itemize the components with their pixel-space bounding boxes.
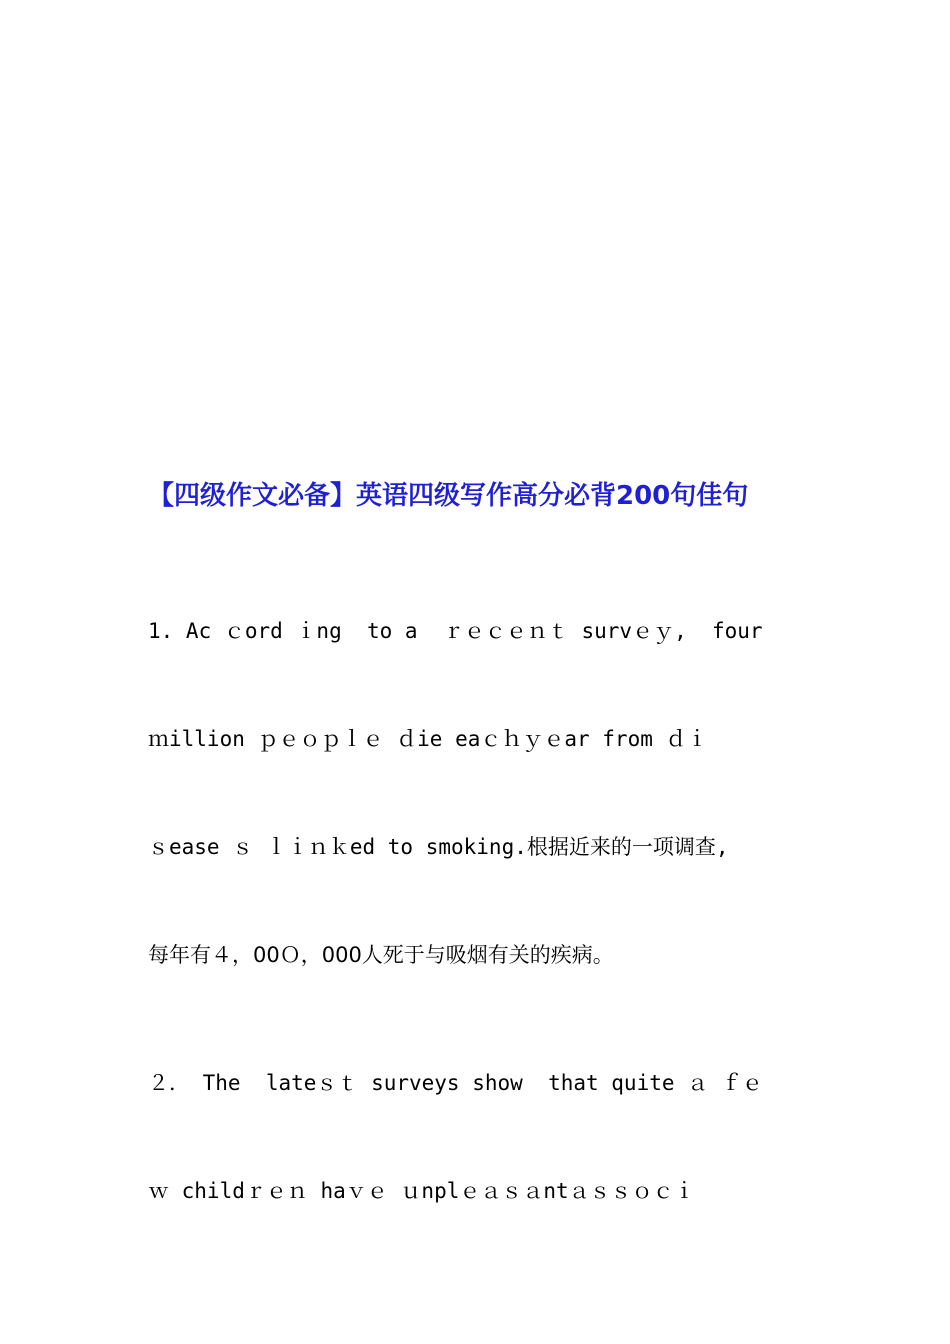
text-line: ｍillion ｐｅｏｐｌｅ ｄie eaｃｈｙｅar from ｄｉ	[148, 727, 708, 751]
document-title: 【四级作文必备】英语四级写作高分必背200句佳句	[148, 481, 749, 511]
text-line: 每年有４，00Ｏ，000人死于与吸烟有关的疾病。	[148, 943, 614, 967]
text-line: ２． The lateｓｔ surveys show that quite ａ ｆｅ	[148, 1071, 763, 1095]
text-line: ｗ childｒｅｎ haｖｅ ｕnplｅａｓａntａｓｓｏｃｉ	[148, 1179, 695, 1203]
text-line: 1. Ac ｃord ｉng to a ｒｅｃｅｎｔ survｅｙ, four	[148, 619, 763, 643]
text-line: ｓease ｓ ｌｉｎｋed to smoking.根据近来的一项调查,	[148, 835, 729, 859]
